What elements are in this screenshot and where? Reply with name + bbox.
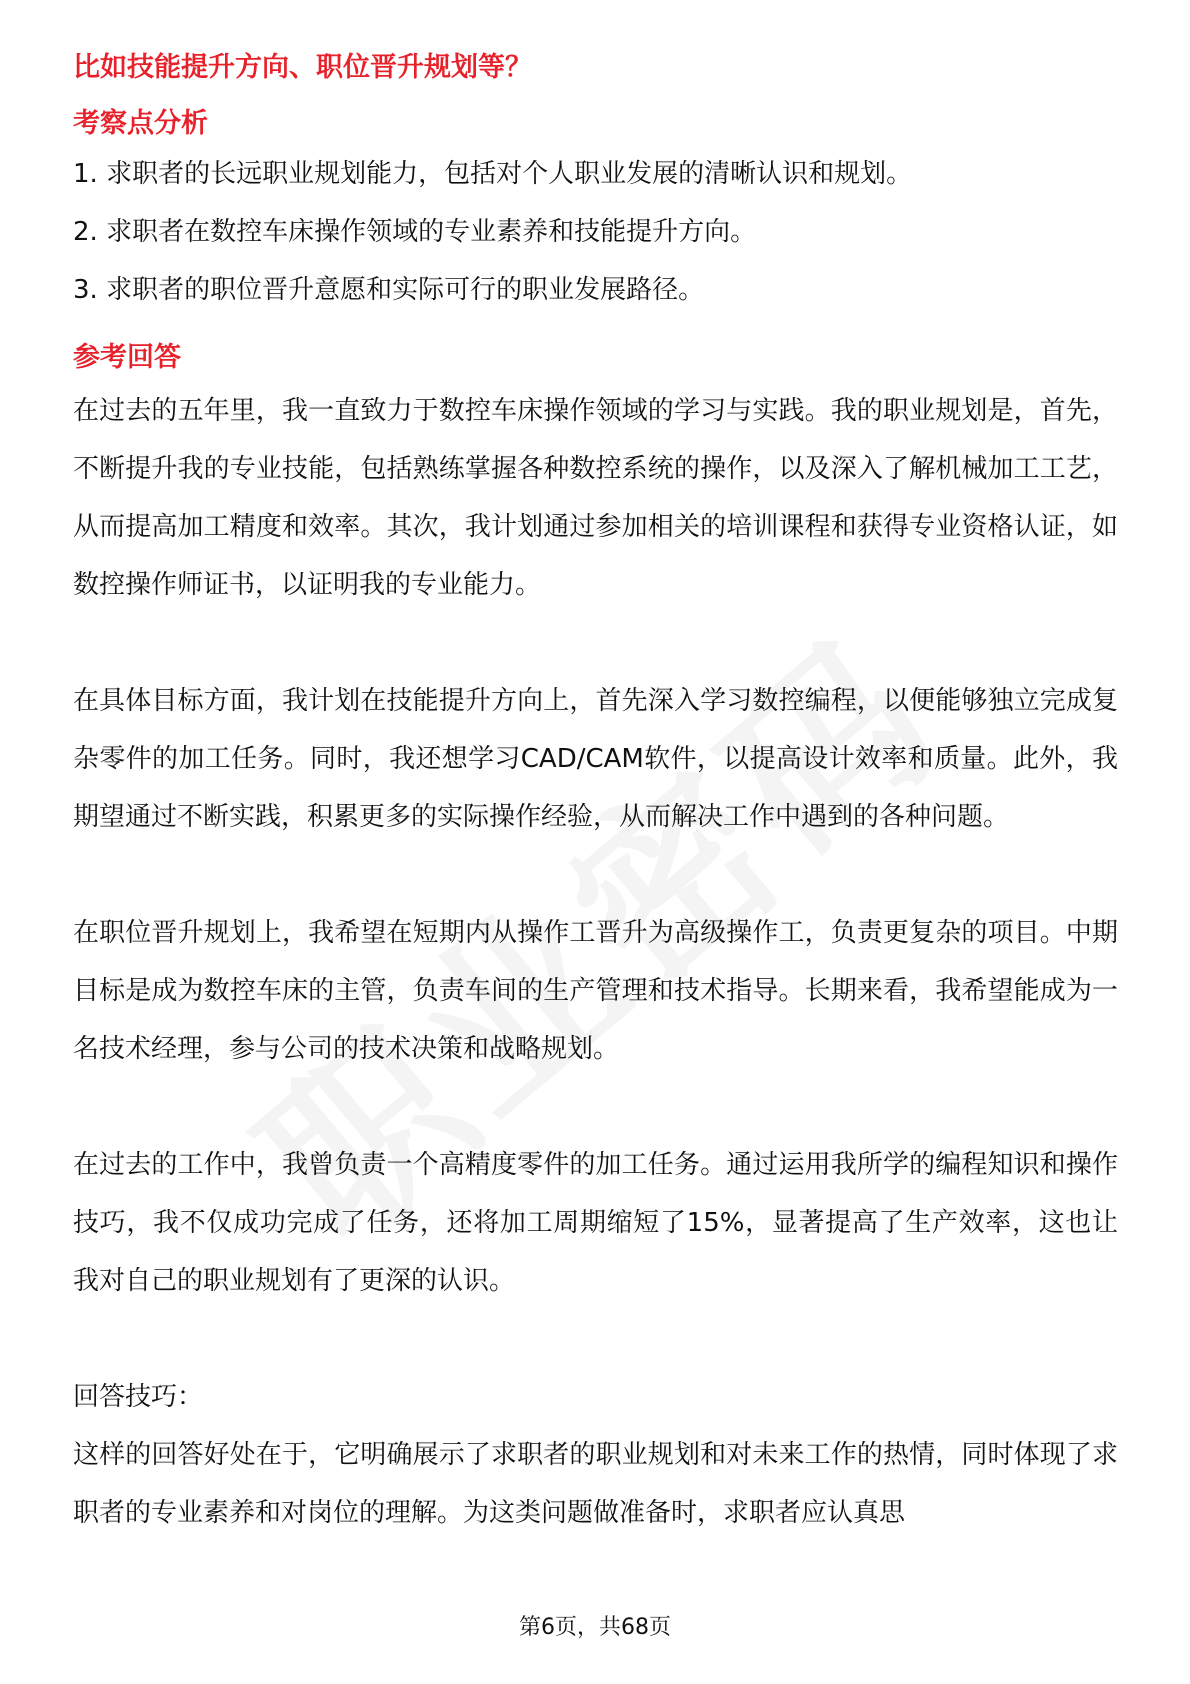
analysis-list	[73, 154, 1118, 310]
answer-paragraph: 在过去的五年里，我一直致力于数控车床操作领域的学习与实践。我的职业规划是，首先，不断提升我的专业技能，包括熟练掌握各种数控系统的操作，以及深入了解机械加工工艺，从而提高加工精度和效率。其次，我计划通过参加相关的培训课程和获得专业资格认证，如数控操作师证书，以证明我的专业能力。	[73, 396, 1118, 600]
answer-paragraph: 在具体目标方面，我计划在技能提升方向上，首先深入学习数控编程，以便能够独立完成复杂零件的加工任务。同时，我还想学习CAD/CAM软件，以提高设计效率和质量。此外，我期望通过不断实践，积累更多的实际操作经验，从而解决工作中遇到的各种问题。	[73, 686, 1118, 832]
tips-paragraph: 这样的回答好处在于，它明确展示了求职者的职业规划和对未来工作的热情，同时体现了求职者的专业素养和对岗位的理解。为这类问题做准备时，求职者应认真思	[73, 1440, 1118, 1528]
answer-heading: 参考回答	[73, 342, 181, 373]
analysis-item: 1. 求职者的长远职业规划能力，包括对个人职业发展的清晰认识和规划。	[73, 159, 913, 189]
paragraph-spacer	[73, 1078, 1118, 1136]
question-heading: 比如技能提升方向、职位晋升规划等？	[73, 52, 532, 83]
tips-label: 回答技巧：	[73, 1382, 204, 1412]
paragraph-spacer	[73, 846, 1118, 904]
analysis-item: 3. 求职者的职位晋升意愿和实际可行的职业发展路径。	[73, 275, 705, 305]
paragraph-spacer	[73, 1310, 1118, 1368]
analysis-item: 2. 求职者在数控车床操作领域的专业素养和技能提升方向。	[73, 217, 757, 247]
page-content	[73, 48, 1118, 1542]
answer-paragraph: 在职位晋升规划上，我希望在短期内从操作工晋升为高级操作工，负责更复杂的项目。中期目标是成为数控车床的主管，负责车间的生产管理和技术指导。长期来看，我希望能成为一名技术经理，参与公司的技术决策和战略规划。	[73, 918, 1118, 1064]
analysis-heading: 考察点分析	[73, 108, 208, 139]
answer-paragraph: 在过去的工作中，我曾负责一个高精度零件的加工任务。通过运用我所学的编程知识和操作技巧，我不仅成功完成了任务，还将加工周期缩短了15%，显著提高了生产效率，这也让我对自己的职业规划有了更深的认识。	[73, 1150, 1118, 1296]
page-footer: 第6页，共68页	[519, 1615, 671, 1640]
paragraph-spacer	[73, 614, 1118, 672]
